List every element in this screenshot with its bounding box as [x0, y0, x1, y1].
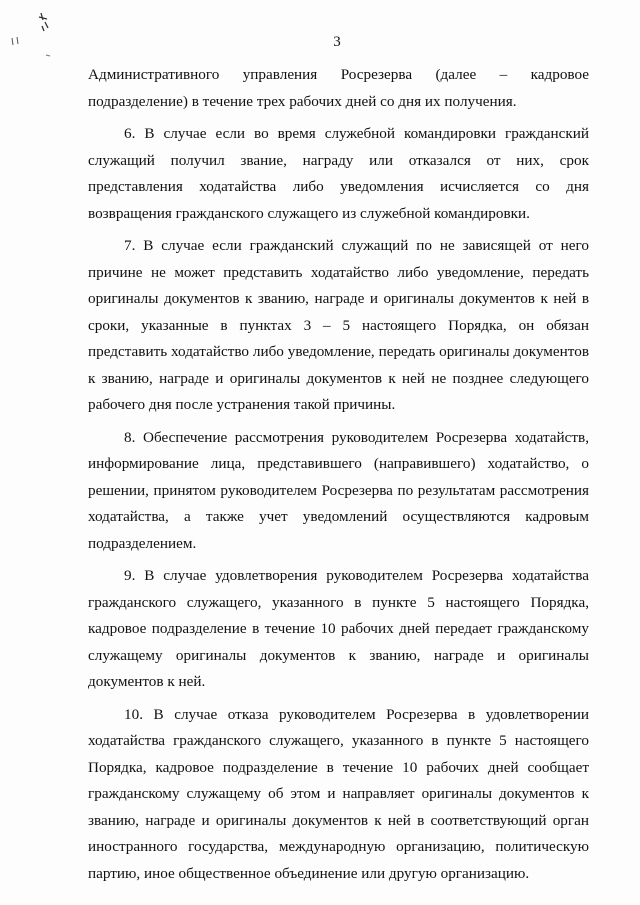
paragraph-item-10: 10. В случае отказа руководителем Росрезерва в удовлетворении ходатайства гражданского служащего, указанного в пункте 5 настоящего Порядка, кадровое подразделение в течение 10 рабочих дней сообщает гражданскому служащему об этом и направляет оригиналы документов к званию, награде и оригиналы документов к ней в соответствующий орган иностранного государства, международную организацию, политическую партию, иное общественное объединение или другую организацию. [88, 705, 589, 882]
paragraph-continuation: Административного управления Росрезерва (далее – кадровое подразделение) в течение трех рабочих дней со дня их получения. [88, 66, 589, 110]
page-number: 3 [333, 34, 341, 50]
scan-artifact-marks [0, 0, 80, 60]
document-body [88, 62, 589, 893]
paragraph-item-6: 6. В случае если во время служебной командировки гражданский служащий получил звание, награду или отказался от них, срок представления ходатайства либо уведомления исчисляется со дня возвращения гражданского служащего из служебной командировки. [88, 125, 589, 222]
paragraph-item-9: 9. В случае удовлетворения руководителем Росрезерва ходатайства гражданского служащего, указанного в пункте 5 настоящего Порядка, кадровое подразделение в течение 10 рабочих дней передает гражданскому служащему оригиналы документов к званию, награде и оригиналы документов к ней. [88, 567, 589, 690]
paragraph-item-7: 7. В случае если гражданский служащий по не зависящей от него причине не может представить ходатайство либо уведомление, передать оригиналы документов к званию, награде и оригиналы документов к ней в сроки, указанные в пунктах 3 – 5 настоящего Порядка, он обязан представить ходатайство либо уведомление, передать оригиналы документов к званию, награде и оригиналы документов к ней не позднее следующего рабочего дня после устранения такой причины. [88, 237, 589, 413]
paragraph-item-8: 8. Обеспечение рассмотрения руководителем Росрезерва ходатайств, информирование лица, представившего (направившего) ходатайство, о решении, принятом руководителем Росрезерва по результатам рассмотрения ходатайства, а также учет уведомлений осуществляются кадровым подразделением. [88, 428, 589, 552]
